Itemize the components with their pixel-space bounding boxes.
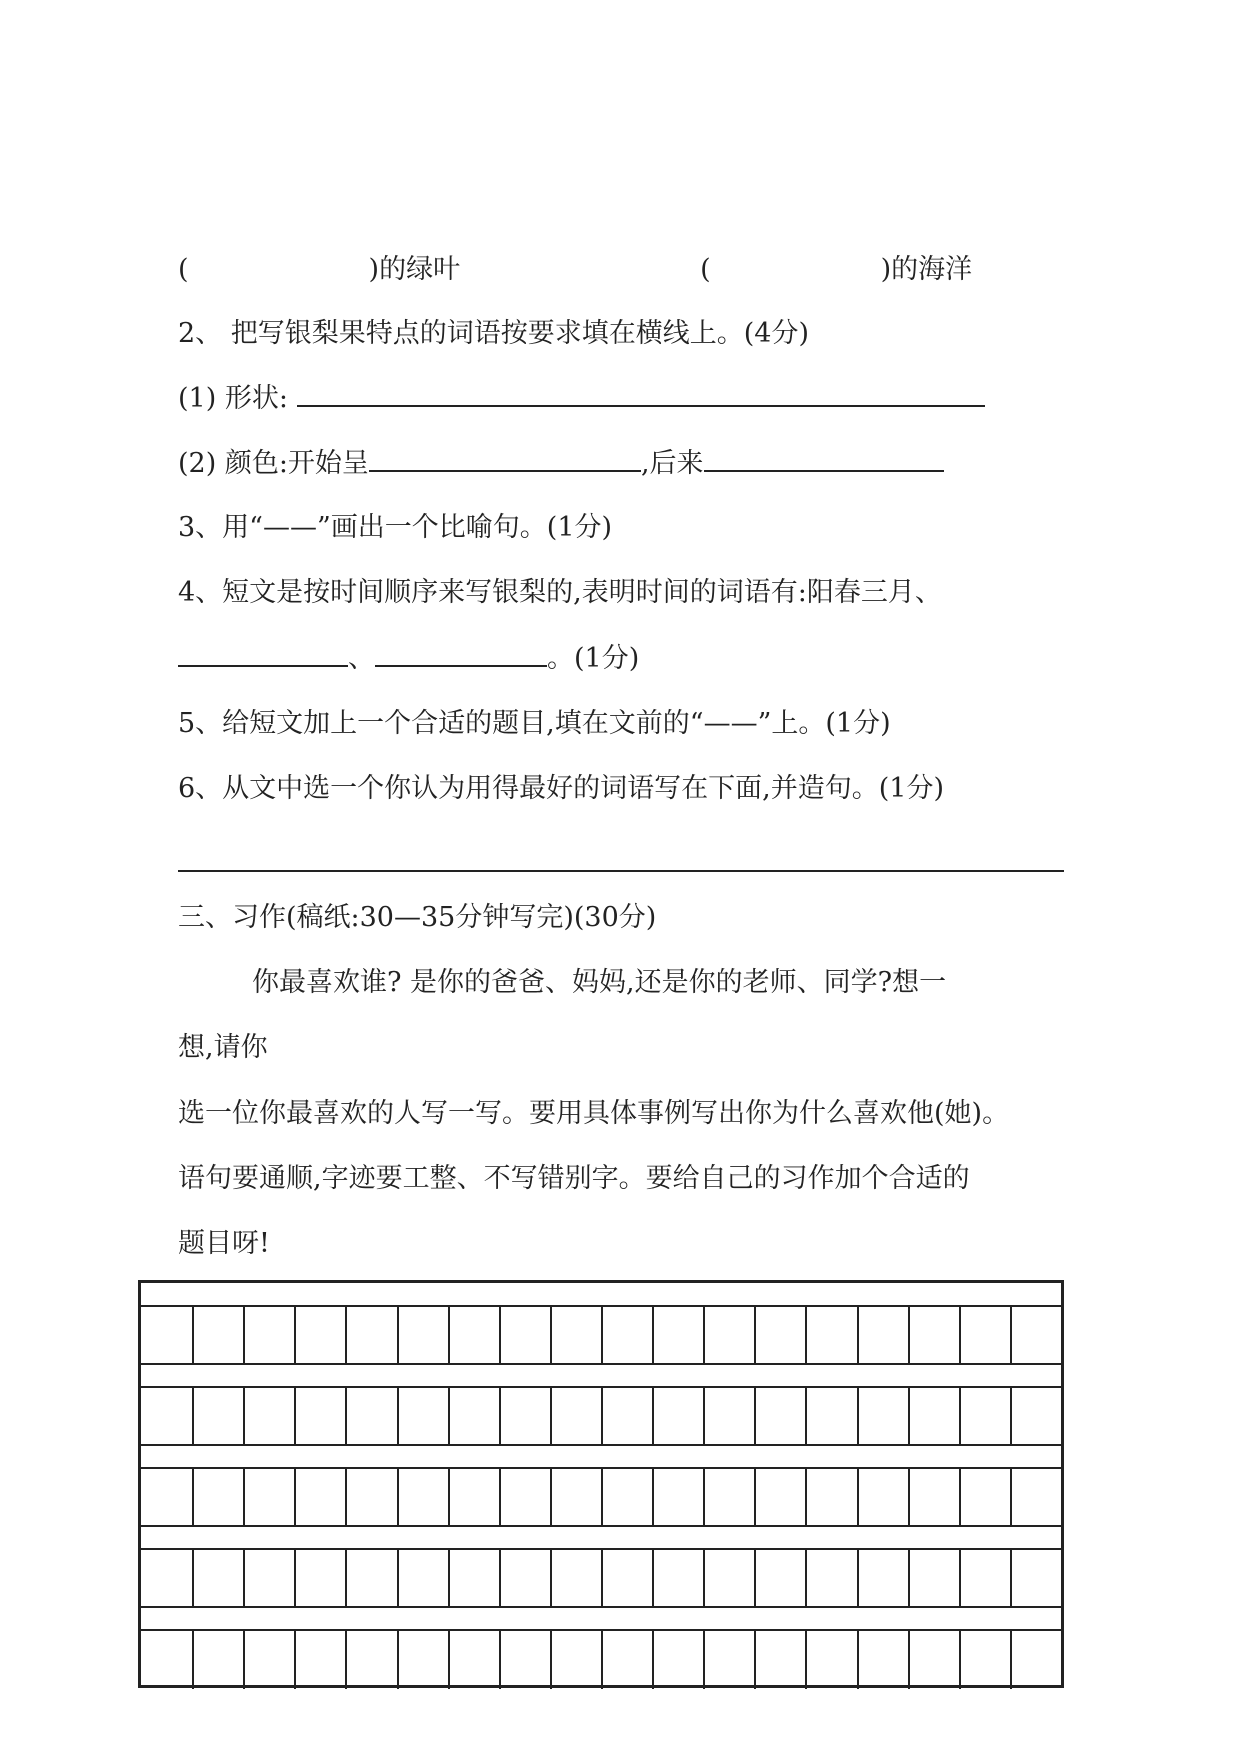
- q4-blanks-line: [178, 641, 639, 677]
- grid-cell[interactable]: [294, 1307, 345, 1365]
- section3-para-line5: 题目呀!: [178, 1228, 270, 1259]
- grid-cell[interactable]: [243, 1550, 294, 1608]
- q2-sub1: [178, 381, 985, 417]
- section3-para-line1: 你最喜欢谁? 是你的爸爸、妈妈,还是你的老师、同学?想一: [252, 967, 947, 998]
- grid-cell[interactable]: [754, 1631, 805, 1689]
- grid-cell[interactable]: [601, 1631, 652, 1689]
- grid-cell[interactable]: [550, 1469, 601, 1527]
- grid-cell[interactable]: [550, 1388, 601, 1446]
- grid-cell[interactable]: [499, 1631, 550, 1689]
- grid-cell[interactable]: [652, 1469, 703, 1527]
- grid-cell[interactable]: [141, 1469, 192, 1527]
- grid-cell[interactable]: [345, 1550, 396, 1608]
- q6-answer-line[interactable]: [178, 870, 1064, 872]
- grid-cell[interactable]: [1010, 1631, 1061, 1689]
- grid-cell[interactable]: [345, 1631, 396, 1689]
- q2-shape-blank[interactable]: [297, 381, 985, 407]
- grid-cell[interactable]: [754, 1388, 805, 1446]
- q1-right-paren-open: (: [700, 254, 711, 285]
- grid-cell[interactable]: [601, 1307, 652, 1365]
- section3-para-line2: 想,请你: [178, 1032, 268, 1063]
- grid-cell[interactable]: [601, 1388, 652, 1446]
- grid-cell[interactable]: [499, 1550, 550, 1608]
- grid-cell[interactable]: [550, 1550, 601, 1608]
- grid-cell[interactable]: [754, 1469, 805, 1527]
- q4-blank-2[interactable]: [375, 641, 547, 667]
- grid-cell[interactable]: [345, 1388, 396, 1446]
- grid-cell[interactable]: [703, 1307, 754, 1365]
- grid-cell[interactable]: [857, 1631, 908, 1689]
- grid-cell[interactable]: [294, 1469, 345, 1527]
- grid-cell[interactable]: [294, 1631, 345, 1689]
- grid-row: [141, 1467, 1061, 1527]
- grid-cell[interactable]: [243, 1307, 294, 1365]
- grid-cell[interactable]: [601, 1469, 652, 1527]
- grid-cell[interactable]: [192, 1469, 243, 1527]
- grid-cell[interactable]: [805, 1469, 856, 1527]
- grid-row: [141, 1305, 1061, 1365]
- grid-cell[interactable]: [294, 1388, 345, 1446]
- grid-cell[interactable]: [1010, 1388, 1061, 1446]
- grid-cell[interactable]: [141, 1388, 192, 1446]
- grid-cell[interactable]: [652, 1388, 703, 1446]
- grid-cell[interactable]: [192, 1388, 243, 1446]
- grid-cell[interactable]: [345, 1469, 396, 1527]
- grid-cell[interactable]: [448, 1631, 499, 1689]
- grid-cell[interactable]: [448, 1550, 499, 1608]
- grid-cell[interactable]: [652, 1307, 703, 1365]
- grid-cell[interactable]: [243, 1388, 294, 1446]
- q4-sep: 、: [348, 643, 375, 674]
- grid-cell[interactable]: [192, 1631, 243, 1689]
- q2-title: 2、 把写银梨果特点的词语按要求填在横线上。(4分): [178, 318, 810, 349]
- grid-cell[interactable]: [805, 1307, 856, 1365]
- grid-cell[interactable]: [908, 1388, 959, 1446]
- grid-cell[interactable]: [192, 1307, 243, 1365]
- grid-cell[interactable]: [397, 1307, 448, 1365]
- grid-cell[interactable]: [754, 1550, 805, 1608]
- grid-row: [141, 1629, 1061, 1689]
- grid-cell[interactable]: [550, 1631, 601, 1689]
- grid-cell[interactable]: [397, 1550, 448, 1608]
- grid-cell[interactable]: [550, 1307, 601, 1365]
- grid-cell[interactable]: [141, 1550, 192, 1608]
- grid-row-separator: [141, 1606, 1061, 1608]
- grid-row-separator: [141, 1525, 1061, 1527]
- grid-cell[interactable]: [141, 1631, 192, 1689]
- section3-para-line4: 语句要通顺,字迹要工整、不写错别字。要给自己的习作加个合适的: [178, 1163, 970, 1194]
- grid-cell[interactable]: [601, 1550, 652, 1608]
- grid-row-separator: [141, 1363, 1061, 1365]
- grid-cell[interactable]: [959, 1388, 1010, 1446]
- q2-sub2: [178, 446, 944, 482]
- grid-cell[interactable]: [805, 1550, 856, 1608]
- grid-cell[interactable]: [294, 1550, 345, 1608]
- grid-cell[interactable]: [1010, 1307, 1061, 1365]
- grid-cell[interactable]: [345, 1307, 396, 1365]
- grid-cell[interactable]: [703, 1631, 754, 1689]
- grid-cell[interactable]: [652, 1550, 703, 1608]
- q4-text: 4、短文是按时间顺序来写银梨的,表明时间的词语有:阳春三月、: [178, 577, 942, 608]
- grid-cell[interactable]: [703, 1550, 754, 1608]
- grid-cell[interactable]: [805, 1631, 856, 1689]
- grid-row: [141, 1548, 1061, 1608]
- grid-cell[interactable]: [959, 1307, 1010, 1365]
- q6-text: 6、从文中选一个你认为用得最好的词语写在下面,并造句。(1分): [178, 773, 945, 804]
- q2-color-later-blank[interactable]: [704, 446, 944, 472]
- grid-cell[interactable]: [397, 1388, 448, 1446]
- grid-cell[interactable]: [908, 1631, 959, 1689]
- grid-cell[interactable]: [754, 1307, 805, 1365]
- grid-cell[interactable]: [243, 1631, 294, 1689]
- grid-cell[interactable]: [908, 1469, 959, 1527]
- grid-cell[interactable]: [703, 1469, 754, 1527]
- q1-left-answer-label: )的绿叶: [368, 254, 461, 285]
- q2-sub2-label: (2) 颜色:开始呈: [178, 448, 369, 479]
- grid-cell[interactable]: [499, 1388, 550, 1446]
- grid-cell[interactable]: [397, 1469, 448, 1527]
- grid-cell[interactable]: [805, 1388, 856, 1446]
- grid-cell[interactable]: [499, 1307, 550, 1365]
- grid-cell[interactable]: [857, 1469, 908, 1527]
- grid-cell[interactable]: [703, 1388, 754, 1446]
- grid-row: [141, 1386, 1061, 1446]
- q4-blank-1[interactable]: [178, 641, 348, 667]
- grid-cell[interactable]: [448, 1388, 499, 1446]
- q2-color-start-blank[interactable]: [369, 446, 641, 472]
- section3-para-line3: 选一位你最喜欢的人写一写。要用具体事例写出你为什么喜欢他(她)。: [178, 1098, 1010, 1129]
- grid-cell[interactable]: [1010, 1550, 1061, 1608]
- grid-cell[interactable]: [908, 1550, 959, 1608]
- q1-left-paren-open: (: [178, 254, 189, 285]
- grid-row-separator: [141, 1444, 1061, 1446]
- grid-cell[interactable]: [857, 1388, 908, 1446]
- grid-cell[interactable]: [192, 1550, 243, 1608]
- grid-cell[interactable]: [141, 1307, 192, 1365]
- q5-text: 5、给短文加上一个合适的题目,填在文前的“——”上。(1分): [178, 708, 891, 739]
- q4-end: 。(1分): [547, 643, 640, 674]
- q1-tail-line: [178, 252, 972, 288]
- q1-right-answer-label: )的海洋: [880, 254, 973, 285]
- grid-cell[interactable]: [959, 1631, 1010, 1689]
- grid-cell[interactable]: [652, 1631, 703, 1689]
- grid-cell[interactable]: [908, 1307, 959, 1365]
- section3-heading: 三、习作(稿纸:30—35分钟写完)(30分): [178, 902, 657, 933]
- grid-cell[interactable]: [857, 1307, 908, 1365]
- grid-cell[interactable]: [448, 1469, 499, 1527]
- grid-cell[interactable]: [959, 1469, 1010, 1527]
- grid-cell[interactable]: [448, 1307, 499, 1365]
- grid-cell[interactable]: [1010, 1469, 1061, 1527]
- grid-cell[interactable]: [397, 1631, 448, 1689]
- writing-grid[interactable]: [138, 1280, 1064, 1688]
- grid-cell[interactable]: [959, 1550, 1010, 1608]
- q3-text: 3、用“——”画出一个比喻句。(1分): [178, 512, 613, 543]
- q2-sub1-label: (1) 形状:: [178, 383, 288, 414]
- q2-sub2-mid: ,后来: [640, 448, 704, 479]
- grid-cell[interactable]: [243, 1469, 294, 1527]
- grid-cell[interactable]: [857, 1550, 908, 1608]
- grid-cell[interactable]: [499, 1469, 550, 1527]
